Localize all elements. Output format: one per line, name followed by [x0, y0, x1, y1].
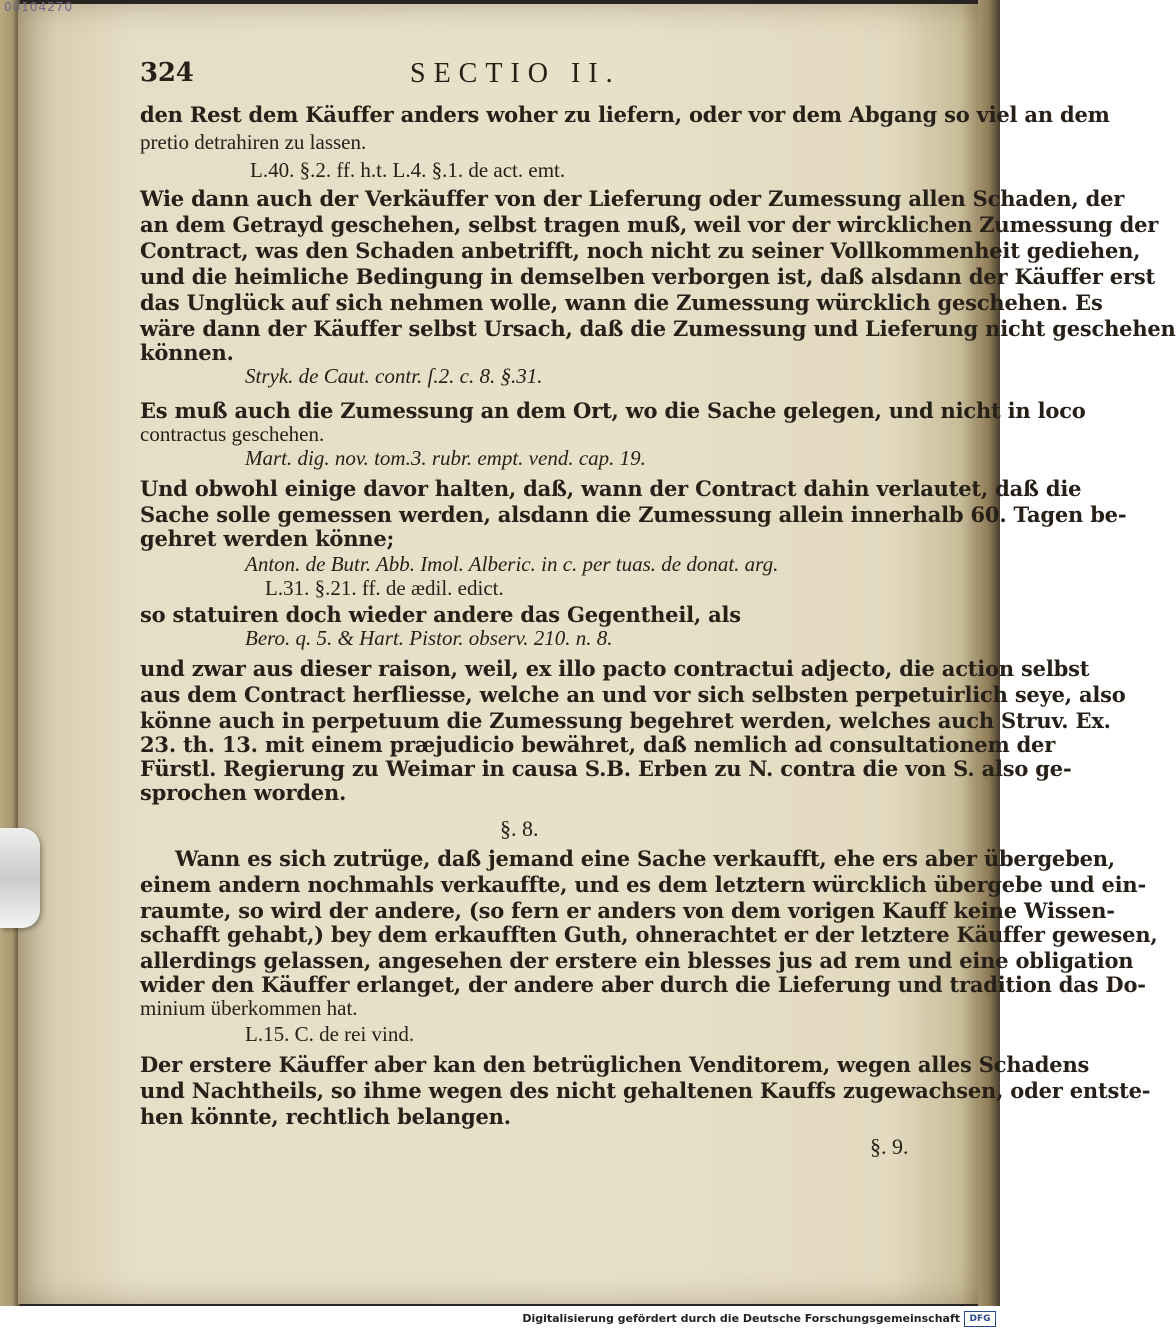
text-line: allerdings gelassen, angesehen der erstere ein blesses jus ad rem und eine obligation — [140, 948, 1134, 973]
text-line: einem andern nochmahls verkauffte, und es dem letztern würcklich übergebe und ein- — [140, 872, 1146, 897]
text-line: und zwar aus dieser raison, weil, ex illo pacto contractui adjecto, die action selbst — [140, 656, 1090, 681]
citation-line: Mart. dig. nov. tom.3. rubr. empt. vend. cap. 19. — [245, 446, 646, 470]
text-line: pretio detrahiren zu lassen. — [140, 130, 367, 154]
section-heading: §. 8. — [500, 816, 539, 841]
text-line: Und obwohl einige davor halten, daß, wann der Contract dahin verlautet, daß die — [140, 476, 1082, 501]
text-line: aus dem Contract herfliesse, welche an und vor sich selbsten perpetuirlich seye, also — [140, 682, 1126, 707]
citation-line: Anton. de Butr. Abb. Imol. Alberic. in c. per tuas. de donat. arg. — [245, 552, 779, 576]
text-line: Der erstere Käuffer aber kan den betrüglichen Venditorem, wegen alles Schadens — [140, 1052, 1090, 1077]
page-clip — [0, 828, 40, 928]
text-line: hen könnte, rechtlich belangen. — [140, 1104, 511, 1129]
text-line: Contract, was den Schaden anbetrifft, noch nicht zu seiner Vollkommenheit gediehen, — [140, 238, 1141, 263]
left-page-edge — [0, 0, 20, 1306]
citation-line: L.40. §.2. ff. h.t. L.4. §.1. de act. emt. — [250, 158, 566, 182]
page-number: 324 — [140, 58, 194, 88]
funding-notice: Digitalisierung gefördert durch die Deutsche Forschungsgemeinschaft — [522, 1312, 960, 1325]
citation-line: L.31. §.21. ff. de ædil. edict. — [265, 576, 504, 600]
text-line: Wie dann auch der Verkäuffer von der Lieferung oder Zumessung allen Schaden, der — [140, 186, 1125, 211]
text-line: 23. th. 13. mit einem præjudicio bewähret, daß nemlich ad consultationem der — [140, 732, 1056, 757]
text-line: schafft gehabt,) bey dem erkaufften Guth, ohnerachtet er der letztere Käuffer gewesen, — [140, 922, 1158, 947]
text-line: so statuiren doch wieder andere das Gegentheil, als — [140, 602, 741, 627]
scan-stamp: 00104270 — [4, 0, 74, 14]
dfg-logo-icon: DFG — [964, 1311, 996, 1327]
text-line: gehret werden könne; — [140, 526, 395, 551]
running-title: SECTIO II. — [410, 58, 621, 89]
text-line: wäre dann der Käuffer selbst Ursach, daß die Zumessung und Lieferung nicht geschehen — [140, 316, 1176, 341]
text-line: könne auch in perpetuum die Zumessung begehret werden, welches auch Struv. Ex. — [140, 708, 1111, 733]
text-line: an dem Getrayd geschehen, selbst tragen muß, weil vor der wircklichen Zumessung der — [140, 212, 1159, 237]
text-line: Fürstl. Regierung zu Weimar in causa S.B. Erben zu N. contra die von S. also ge- — [140, 756, 1072, 781]
citation-line: L.15. C. de rei vind. — [245, 1022, 415, 1046]
catchword: §. 9. — [870, 1134, 909, 1159]
text-line: raumte, so wird der andere, (so fern er anders von dem vorigen Kauff keine Wissen- — [140, 898, 1115, 923]
text-line: minium überkommen hat. — [140, 996, 358, 1020]
text-line: und die heimliche Bedingung in demselben verborgen ist, daß alsdann der Käuffer erst — [140, 264, 1155, 289]
text-line: und Nachtheils, so ihme wegen des nicht gehaltenen Kauffs zugewachsen, oder entste- — [140, 1078, 1151, 1103]
footer-bar — [0, 1306, 1000, 1331]
text-line: wider den Käuffer erlanget, der andere aber durch die Lieferung und tradition das Do- — [140, 972, 1146, 997]
text-line: Es muß auch die Zumessung an dem Ort, wo die Sache gelegen, und nicht in loco — [140, 398, 1086, 423]
text-line: Wann es sich zutrüge, daß jemand eine Sache verkaufft, ehe ers aber übergeben, — [175, 846, 1115, 871]
text-line: contractus geschehen. — [140, 422, 325, 446]
text-line: Sache solle gemessen werden, alsdann die Zumessung allein innerhalb 60. Tagen be- — [140, 502, 1127, 527]
citation-line: Bero. q. 5. & Hart. Pistor. observ. 210. n. 8. — [245, 626, 613, 650]
text-line: das Unglück auf sich nehmen wolle, wann die Zumessung würcklich geschehen. Es — [140, 290, 1103, 315]
text-line: können. — [140, 340, 234, 365]
text-line: sprochen worden. — [140, 780, 347, 805]
citation-line: Stryk. de Caut. contr. ſ.2. c. 8. §.31. — [245, 364, 543, 388]
text-line: den Rest dem Käuffer anders woher zu liefern, oder vor dem Abgang so viel an dem — [140, 102, 1110, 127]
